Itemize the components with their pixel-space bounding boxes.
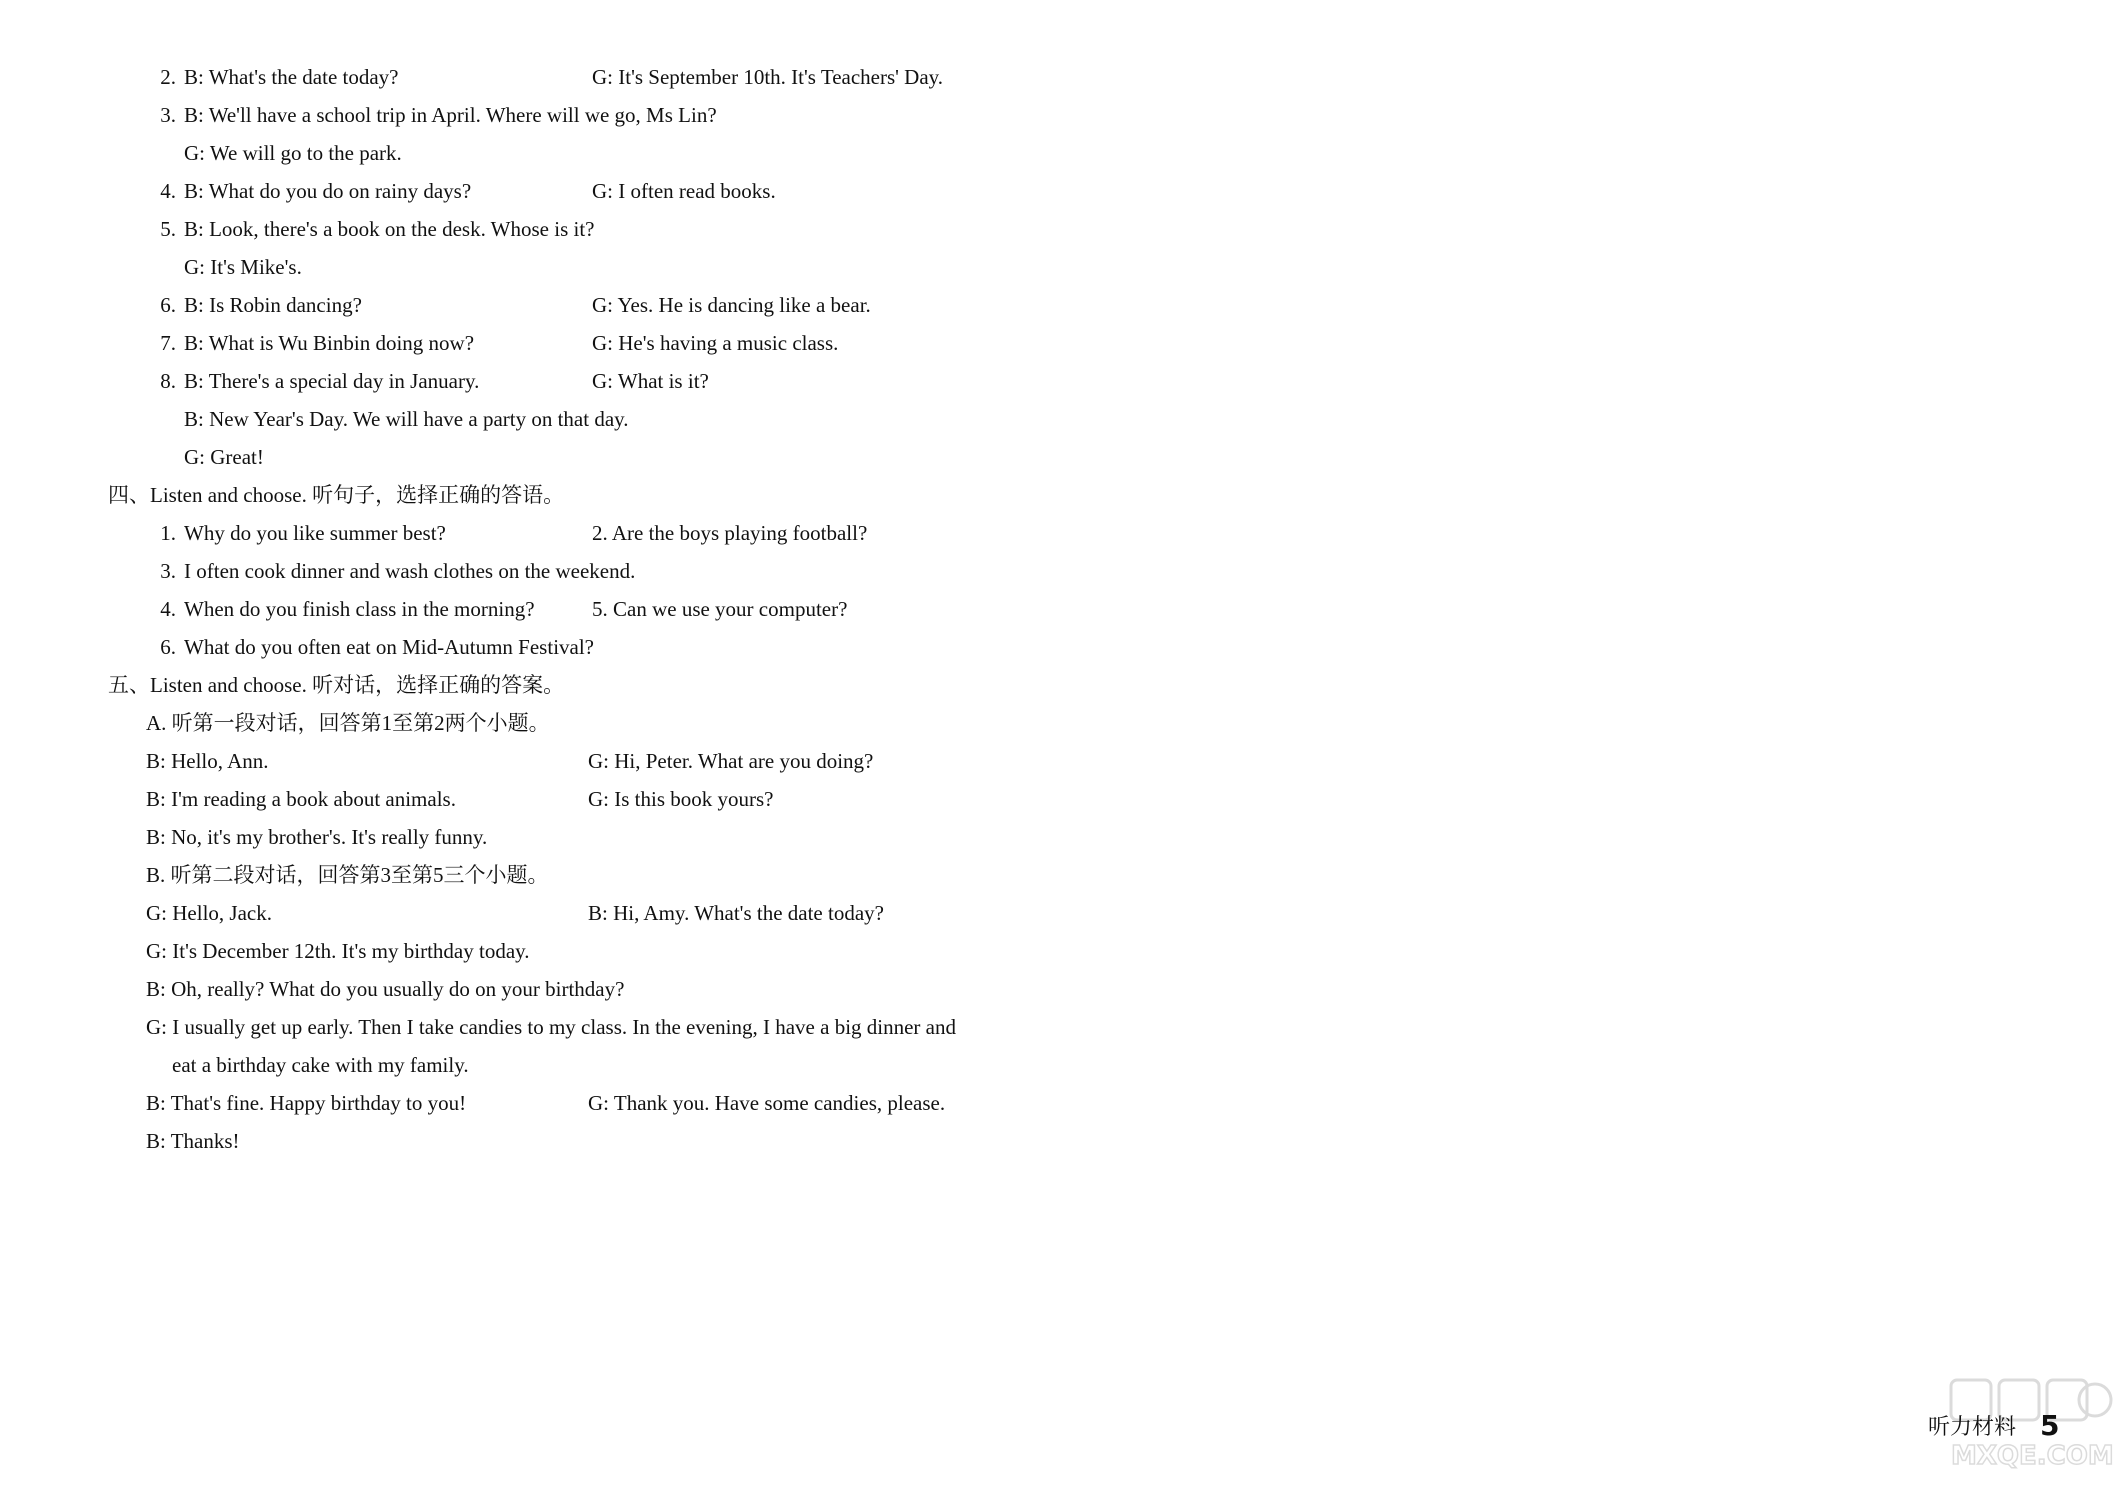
dialogue-line-continuation: eat a birthday cake with my family. (172, 1053, 469, 1077)
line-right-text: G: Yes. He is dancing like a bear. (592, 293, 871, 317)
line-item-6 (150, 291, 362, 319)
dialogue-line-right: G: Thank you. Have some candies, please. (588, 1091, 946, 1115)
dialogue-line: B: That's fine. Happy birthday to you! (146, 1091, 467, 1115)
line-item-3 (150, 557, 635, 585)
line-item-2 (150, 63, 399, 91)
line-item-4 (150, 177, 471, 205)
line-right-text: 2. Are the boys playing football? (592, 521, 868, 545)
line-right-text: G: He's having a music class. (592, 331, 839, 355)
item-number: 2. (160, 65, 176, 89)
dialogue-line-right: B: Hi, Amy. What's the date today? (588, 901, 884, 925)
line-left-text: What do you often eat on Mid-Autumn Festival? (184, 635, 595, 659)
dialogue-line: B: I'm reading a book about animals. (146, 787, 456, 811)
line-item-3 (150, 101, 717, 129)
line-right-text: G: It's September 10th. It's Teachers' Day. (592, 65, 944, 89)
line-left-text: B: Look, there's a book on the desk. Whose is it? (184, 217, 595, 241)
line-continuation: G: It's Mike's. (184, 255, 302, 279)
item-number: 3. (160, 103, 176, 127)
item-number: 8. (160, 369, 176, 393)
section-heading-4: 四、Listen and choose. 听句子，选择正确的答语。 (108, 483, 565, 507)
line-continuation: G: Great! (184, 445, 264, 469)
page-number: 5 (2040, 1409, 2060, 1442)
line-right-text: 5. Can we use your computer? (592, 597, 848, 621)
dialogue-line-right: G: Is this book yours? (588, 787, 774, 811)
item-number: 6. (160, 293, 176, 317)
line-right-text: G: I often read books. (592, 179, 776, 203)
dialogue-line: B: No, it's my brother's. It's really funny. (146, 825, 488, 849)
line-item-7 (150, 329, 474, 357)
line-item-4 (150, 595, 535, 623)
dialogue-line: G: Hello, Jack. (146, 901, 272, 925)
dialogue-line: G: It's December 12th. It's my birthday today. (146, 939, 530, 963)
line-left-text: B: What do you do on rainy days? (184, 179, 472, 203)
item-number: 7. (160, 331, 176, 355)
section-heading-5: 五、Listen and choose. 听对话，选择正确的答案。 (108, 673, 565, 697)
line-left-text: When do you finish class in the morning? (184, 597, 535, 621)
line-item-1 (150, 519, 446, 547)
item-number: 6. (160, 635, 176, 659)
line-right-text: G: What is it? (592, 369, 709, 393)
dialogue-line-right: G: Hi, Peter. What are you doing? (588, 749, 874, 773)
dialogue-line: B: Oh, really? What do you usually do on your birthday? (146, 977, 625, 1001)
line-item-8 (150, 367, 479, 395)
line-left-text: Why do you like summer best? (184, 521, 446, 545)
line-item-6 (150, 633, 594, 661)
line-left-text: I often cook dinner and wash clothes on the weekend. (184, 559, 636, 583)
subsection-heading-a: A. 听第一段对话，回答第1至第2两个小题。 (146, 711, 550, 735)
line-left-text: B: Is Robin dancing? (184, 293, 362, 317)
line-continuation: B: New Year's Day. We will have a party on that day. (184, 407, 629, 431)
line-item-5 (150, 215, 595, 243)
subsection-heading-b: B. 听第二段对话，回答第3至第5三个小题。 (146, 863, 549, 887)
line-left-text: B: We'll have a school trip in April. Where will we go, Ms Lin? (184, 103, 717, 127)
dialogue-line: B: Thanks! (146, 1129, 240, 1153)
watermark-text: MXQE.COM (1951, 1441, 2114, 1471)
line-left-text: B: There's a special day in January. (184, 369, 480, 393)
dialogue-line: B: Hello, Ann. (146, 749, 269, 773)
line-left-text: B: What's the date today? (184, 65, 399, 89)
footer-label: 听力材料 (1928, 1415, 2017, 1440)
item-number: 1. (160, 521, 176, 545)
item-number: 3. (160, 559, 176, 583)
line-continuation: G: We will go to the park. (184, 141, 402, 165)
line-left-text: B: What is Wu Binbin doing now? (184, 331, 475, 355)
item-number: 4. (160, 597, 176, 621)
item-number: 5. (160, 217, 176, 241)
item-number: 4. (160, 179, 176, 203)
dialogue-line: G: I usually get up early. Then I take candies to my class. In the evening, I have a big dinner and (146, 1015, 956, 1039)
